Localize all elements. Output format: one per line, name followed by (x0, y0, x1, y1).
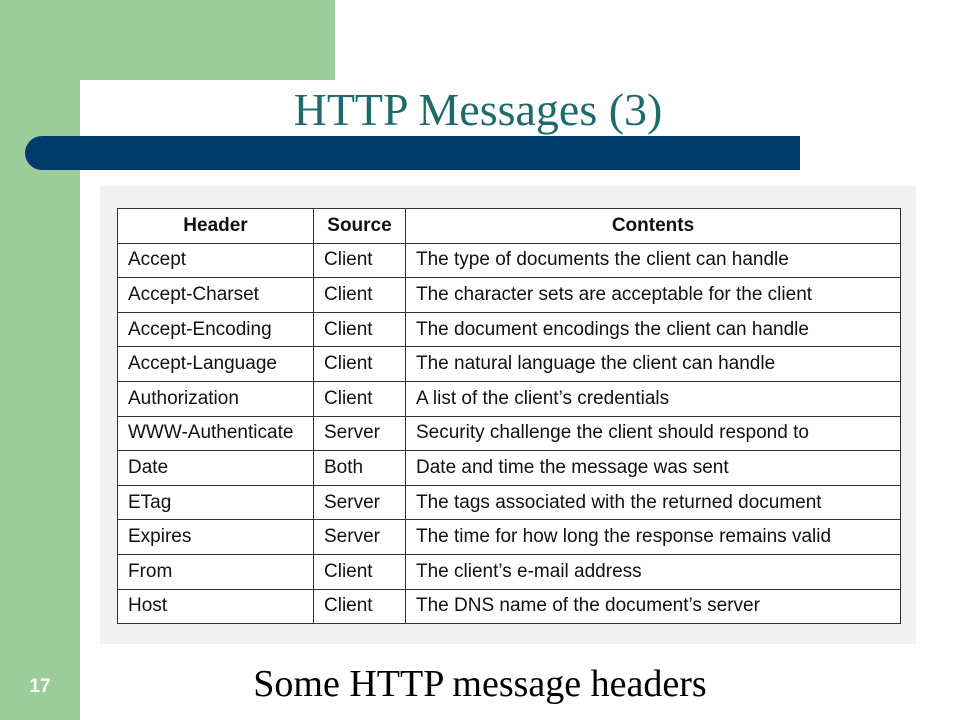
table-row (118, 312, 901, 347)
header-cell: Accept-Encoding (118, 312, 314, 347)
header-cell: Date (118, 451, 314, 486)
slide-caption: Some HTTP message headers (253, 663, 707, 705)
title-underline-bar (25, 136, 800, 170)
source-cell: Both (314, 451, 406, 486)
table-row (118, 347, 901, 382)
source-cell: Server (314, 416, 406, 451)
column-header-contents: Contents (406, 209, 901, 244)
header-cell: Accept (118, 243, 314, 278)
header-cell: Accept-Charset (118, 278, 314, 313)
table-row (118, 451, 901, 486)
http-headers-table (117, 208, 901, 624)
source-cell: Client (314, 554, 406, 589)
source-cell: Client (314, 347, 406, 382)
contents-cell: The DNS name of the document’s server (406, 589, 901, 624)
table-header-row (118, 209, 901, 244)
table-row (118, 520, 901, 555)
contents-cell: The client’s e-mail address (406, 554, 901, 589)
source-cell: Server (314, 485, 406, 520)
contents-cell: The type of documents the client can handle (406, 243, 901, 278)
table-row (118, 485, 901, 520)
contents-cell: The character sets are acceptable for the client (406, 278, 901, 313)
table-row (118, 554, 901, 589)
header-cell: ETag (118, 485, 314, 520)
contents-cell: The document encodings the client can handle (406, 312, 901, 347)
source-cell: Client (314, 243, 406, 278)
contents-cell: The natural language the client can handle (406, 347, 901, 382)
header-cell: Host (118, 589, 314, 624)
contents-cell: The tags associated with the returned document (406, 485, 901, 520)
source-cell: Client (314, 589, 406, 624)
slide-title: HTTP Messages (3) (293, 84, 663, 135)
table-row (118, 589, 901, 624)
header-cell: Authorization (118, 381, 314, 416)
table-row (118, 416, 901, 451)
slide-number: 17 (29, 676, 51, 697)
header-cell: Accept-Language (118, 347, 314, 382)
header-cell: From (118, 554, 314, 589)
header-cell: Expires (118, 520, 314, 555)
header-cell: WWW-Authenticate (118, 416, 314, 451)
table-row (118, 381, 901, 416)
column-header-source: Source (314, 209, 406, 244)
source-cell: Server (314, 520, 406, 555)
table-row (118, 243, 901, 278)
contents-cell: A list of the client’s credentials (406, 381, 901, 416)
table-row (118, 278, 901, 313)
contents-cell: Security challenge the client should respond to (406, 416, 901, 451)
contents-cell: The time for how long the response remains valid (406, 520, 901, 555)
source-cell: Client (314, 312, 406, 347)
decorative-green-sidebar (0, 0, 80, 720)
source-cell: Client (314, 381, 406, 416)
source-cell: Client (314, 278, 406, 313)
column-header-header: Header (118, 209, 314, 244)
contents-cell: Date and time the message was sent (406, 451, 901, 486)
